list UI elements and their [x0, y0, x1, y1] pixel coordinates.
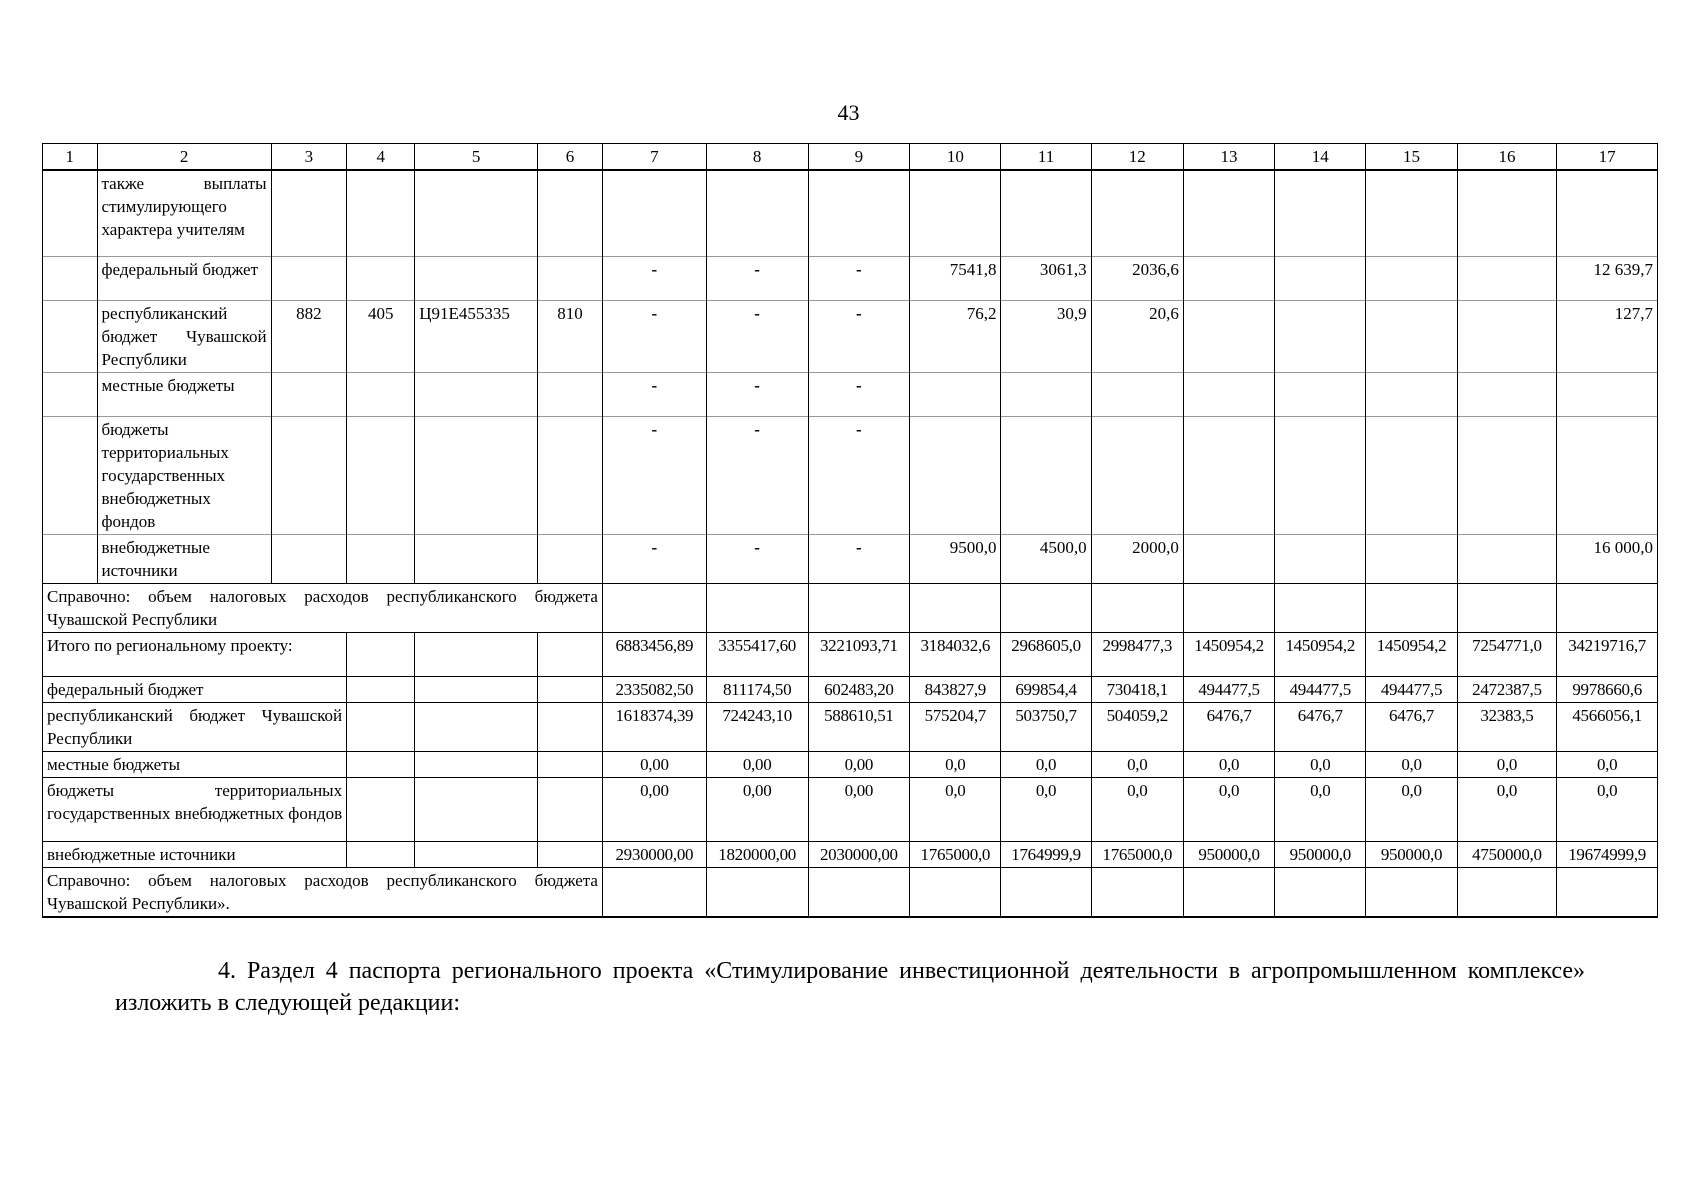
- empty-cell: [415, 777, 538, 841]
- value-cell: [706, 867, 808, 917]
- value-cell: [1001, 170, 1091, 256]
- table-row: [43, 372, 1658, 416]
- row-label: бюджеты территориальных государственных внебюджетных фондов: [43, 777, 347, 841]
- value-cell: [602, 583, 706, 632]
- empty-cell: [43, 300, 98, 372]
- value-cell: [1457, 170, 1557, 256]
- value-cell: 0,00: [602, 751, 706, 777]
- value-cell: 2998477,3: [1091, 632, 1183, 676]
- value-cell: -: [808, 534, 910, 583]
- value-cell: 4566056,1: [1557, 702, 1658, 751]
- column-number: 17: [1557, 144, 1658, 171]
- value-cell: [1091, 170, 1183, 256]
- value-cell: [1457, 534, 1557, 583]
- value-cell: [1091, 583, 1183, 632]
- table-row: [43, 300, 1658, 372]
- value-cell: 950000,0: [1275, 841, 1366, 867]
- value-cell: [1275, 867, 1366, 917]
- table-row: [43, 256, 1658, 300]
- row-label: федеральный бюджет: [43, 676, 347, 702]
- value-cell: [1366, 416, 1457, 534]
- value-cell: -: [602, 534, 706, 583]
- value-cell: -: [602, 256, 706, 300]
- value-cell: 3061,3: [1001, 256, 1091, 300]
- code-cell: [271, 372, 347, 416]
- empty-cell: [347, 702, 415, 751]
- empty-cell: [347, 632, 415, 676]
- row-label: местные бюджеты: [43, 751, 347, 777]
- table-row: [43, 632, 1658, 676]
- empty-cell: [43, 256, 98, 300]
- empty-cell: [43, 416, 98, 534]
- code-cell: [271, 534, 347, 583]
- value-cell: 724243,10: [706, 702, 808, 751]
- code-cell: Ц91Е455335: [415, 300, 538, 372]
- value-cell: 2000,0: [1091, 534, 1183, 583]
- row-label: Справочно: объем налоговых расходов республиканского бюджета Чувашской Республики».: [43, 867, 603, 917]
- column-number: 11: [1001, 144, 1091, 171]
- value-cell: [1557, 170, 1658, 256]
- value-cell: [1366, 300, 1457, 372]
- column-number: 10: [910, 144, 1001, 171]
- value-cell: 4750000,0: [1457, 841, 1557, 867]
- value-cell: [1457, 867, 1557, 917]
- code-cell: [347, 372, 415, 416]
- value-cell: 20,6: [1091, 300, 1183, 372]
- value-cell: 494477,5: [1366, 676, 1457, 702]
- value-cell: 2930000,00: [602, 841, 706, 867]
- code-cell: 405: [347, 300, 415, 372]
- value-cell: -: [808, 416, 910, 534]
- row-label: также выплаты стимулирующего характера учителям: [97, 170, 271, 256]
- value-cell: [1275, 300, 1366, 372]
- code-cell: [347, 256, 415, 300]
- code-cell: [271, 416, 347, 534]
- code-cell: [271, 170, 347, 256]
- row-label: республиканский бюджет Чувашской Республики: [97, 300, 271, 372]
- value-cell: 588610,51: [808, 702, 910, 751]
- value-cell: 0,00: [706, 777, 808, 841]
- value-cell: -: [602, 300, 706, 372]
- column-number: 1: [43, 144, 98, 171]
- column-number: 16: [1457, 144, 1557, 171]
- column-number: 15: [1366, 144, 1457, 171]
- value-cell: 575204,7: [910, 702, 1001, 751]
- value-cell: 76,2: [910, 300, 1001, 372]
- value-cell: 2968605,0: [1001, 632, 1091, 676]
- column-number: 14: [1275, 144, 1366, 171]
- value-cell: 0,00: [706, 751, 808, 777]
- value-cell: [1366, 170, 1457, 256]
- value-cell: 0,0: [1091, 751, 1183, 777]
- column-number: 12: [1091, 144, 1183, 171]
- value-cell: -: [706, 300, 808, 372]
- code-cell: [347, 416, 415, 534]
- value-cell: [1183, 372, 1274, 416]
- table-row: [43, 583, 1658, 632]
- row-label: бюджеты территориальных государственных внебюджетных фондов: [97, 416, 271, 534]
- value-cell: 2472387,5: [1457, 676, 1557, 702]
- value-cell: [1001, 416, 1091, 534]
- value-cell: [1275, 372, 1366, 416]
- code-cell: [537, 534, 602, 583]
- column-number: 3: [271, 144, 347, 171]
- value-cell: [1001, 867, 1091, 917]
- value-cell: [1366, 256, 1457, 300]
- value-cell: 730418,1: [1091, 676, 1183, 702]
- value-cell: [1457, 416, 1557, 534]
- value-cell: 699854,4: [1001, 676, 1091, 702]
- value-cell: [1366, 867, 1457, 917]
- row-label: внебюджетные источники: [43, 841, 347, 867]
- value-cell: [910, 867, 1001, 917]
- code-cell: [415, 256, 538, 300]
- empty-cell: [415, 841, 538, 867]
- empty-cell: [347, 777, 415, 841]
- value-cell: 7541,8: [910, 256, 1001, 300]
- value-cell: 0,0: [1366, 751, 1457, 777]
- empty-cell: [415, 632, 538, 676]
- value-cell: 2030000,00: [808, 841, 910, 867]
- value-cell: 3221093,71: [808, 632, 910, 676]
- value-cell: 6476,7: [1275, 702, 1366, 751]
- value-cell: 503750,7: [1001, 702, 1091, 751]
- value-cell: 0,0: [1001, 777, 1091, 841]
- value-cell: [1457, 372, 1557, 416]
- value-cell: 0,0: [1091, 777, 1183, 841]
- value-cell: 3355417,60: [706, 632, 808, 676]
- value-cell: 34219716,7: [1557, 632, 1658, 676]
- column-number: 4: [347, 144, 415, 171]
- value-cell: 6883456,89: [602, 632, 706, 676]
- code-cell: 882: [271, 300, 347, 372]
- value-cell: 843827,9: [910, 676, 1001, 702]
- value-cell: 19674999,9: [1557, 841, 1658, 867]
- value-cell: 0,0: [1557, 777, 1658, 841]
- value-cell: [1275, 416, 1366, 534]
- value-cell: -: [706, 416, 808, 534]
- code-cell: 810: [537, 300, 602, 372]
- empty-cell: [43, 372, 98, 416]
- section-paragraph: 4. Раздел 4 паспорта регионального проекта «Стимулирование инвестиционной деятельности в агропромышленном комплексе» изложить в следующей редакции:: [115, 958, 1585, 1016]
- value-cell: [1091, 372, 1183, 416]
- value-cell: [1275, 256, 1366, 300]
- value-cell: 1450954,2: [1183, 632, 1274, 676]
- empty-cell: [347, 751, 415, 777]
- value-cell: 0,0: [1557, 751, 1658, 777]
- value-cell: [706, 583, 808, 632]
- value-cell: 1618374,39: [602, 702, 706, 751]
- value-cell: [808, 583, 910, 632]
- code-cell: [415, 534, 538, 583]
- value-cell: 0,0: [1457, 777, 1557, 841]
- value-cell: -: [808, 256, 910, 300]
- value-cell: [808, 867, 910, 917]
- value-cell: [910, 583, 1001, 632]
- value-cell: -: [808, 372, 910, 416]
- value-cell: 0,0: [1457, 751, 1557, 777]
- empty-cell: [347, 841, 415, 867]
- value-cell: 9500,0: [910, 534, 1001, 583]
- value-cell: -: [706, 256, 808, 300]
- value-cell: [910, 372, 1001, 416]
- empty-cell: [415, 702, 538, 751]
- value-cell: [1183, 867, 1274, 917]
- value-cell: 0,0: [1366, 777, 1457, 841]
- table-row: [43, 170, 1658, 256]
- value-cell: 494477,5: [1183, 676, 1274, 702]
- value-cell: [1001, 372, 1091, 416]
- value-cell: 127,7: [1557, 300, 1658, 372]
- budget-table: [42, 143, 1658, 918]
- value-cell: 1820000,00: [706, 841, 808, 867]
- value-cell: -: [602, 416, 706, 534]
- value-cell: 0,00: [808, 751, 910, 777]
- value-cell: 6476,7: [1366, 702, 1457, 751]
- value-cell: [1457, 300, 1557, 372]
- code-cell: [537, 256, 602, 300]
- value-cell: [1366, 372, 1457, 416]
- value-cell: -: [706, 372, 808, 416]
- code-cell: [347, 534, 415, 583]
- value-cell: [1275, 583, 1366, 632]
- value-cell: 2036,6: [1091, 256, 1183, 300]
- value-cell: 0,0: [1001, 751, 1091, 777]
- value-cell: 0,0: [1183, 777, 1274, 841]
- table-row: [43, 777, 1658, 841]
- column-number: 9: [808, 144, 910, 171]
- value-cell: 1450954,2: [1275, 632, 1366, 676]
- code-cell: [537, 416, 602, 534]
- value-cell: 3184032,6: [910, 632, 1001, 676]
- table-row: [43, 534, 1658, 583]
- column-number: 5: [415, 144, 538, 171]
- value-cell: 32383,5: [1457, 702, 1557, 751]
- code-cell: [271, 256, 347, 300]
- value-cell: 12 639,7: [1557, 256, 1658, 300]
- value-cell: 4500,0: [1001, 534, 1091, 583]
- table-row: [43, 751, 1658, 777]
- value-cell: [1366, 534, 1457, 583]
- value-cell: [808, 170, 910, 256]
- value-cell: [602, 867, 706, 917]
- value-cell: [1557, 416, 1658, 534]
- column-number: 2: [97, 144, 271, 171]
- value-cell: [910, 416, 1001, 534]
- value-cell: [1457, 256, 1557, 300]
- empty-cell: [537, 777, 602, 841]
- row-label: Справочно: объем налоговых расходов республиканского бюджета Чувашской Республики: [43, 583, 603, 632]
- column-number: 13: [1183, 144, 1274, 171]
- table-row: [43, 416, 1658, 534]
- row-label: республиканский бюджет Чувашской Республики: [43, 702, 347, 751]
- page-number: 43: [837, 100, 860, 125]
- value-cell: 2335082,50: [602, 676, 706, 702]
- value-cell: 9978660,6: [1557, 676, 1658, 702]
- value-cell: [1183, 416, 1274, 534]
- value-cell: [910, 170, 1001, 256]
- column-number: 8: [706, 144, 808, 171]
- code-cell: [537, 170, 602, 256]
- value-cell: [1557, 372, 1658, 416]
- value-cell: 0,0: [910, 751, 1001, 777]
- code-cell: [537, 372, 602, 416]
- table-row: [43, 702, 1658, 751]
- value-cell: 602483,20: [808, 676, 910, 702]
- value-cell: [1183, 256, 1274, 300]
- empty-cell: [537, 632, 602, 676]
- value-cell: 0,0: [910, 777, 1001, 841]
- empty-cell: [537, 841, 602, 867]
- empty-cell: [537, 751, 602, 777]
- empty-cell: [415, 676, 538, 702]
- code-cell: [415, 372, 538, 416]
- value-cell: 1764999,9: [1001, 841, 1091, 867]
- value-cell: [1366, 583, 1457, 632]
- value-cell: 0,0: [1183, 751, 1274, 777]
- value-cell: 0,0: [1275, 751, 1366, 777]
- value-cell: -: [808, 300, 910, 372]
- value-cell: [1091, 867, 1183, 917]
- value-cell: 30,9: [1001, 300, 1091, 372]
- row-label: Итого по региональному проекту:: [43, 632, 347, 676]
- value-cell: [1183, 300, 1274, 372]
- value-cell: [1275, 170, 1366, 256]
- value-cell: -: [706, 534, 808, 583]
- value-cell: 0,0: [1275, 777, 1366, 841]
- value-cell: [1183, 583, 1274, 632]
- value-cell: [1001, 583, 1091, 632]
- value-cell: [1091, 416, 1183, 534]
- value-cell: -: [602, 372, 706, 416]
- value-cell: [706, 170, 808, 256]
- empty-cell: [347, 676, 415, 702]
- row-label: местные бюджеты: [97, 372, 271, 416]
- empty-cell: [537, 702, 602, 751]
- value-cell: 811174,50: [706, 676, 808, 702]
- value-cell: 504059,2: [1091, 702, 1183, 751]
- code-cell: [347, 170, 415, 256]
- value-cell: 0,00: [602, 777, 706, 841]
- value-cell: 6476,7: [1183, 702, 1274, 751]
- value-cell: [1183, 170, 1274, 256]
- value-cell: [1457, 583, 1557, 632]
- value-cell: 1765000,0: [910, 841, 1001, 867]
- value-cell: 16 000,0: [1557, 534, 1658, 583]
- value-cell: [1275, 534, 1366, 583]
- value-cell: 950000,0: [1183, 841, 1274, 867]
- column-number: 6: [537, 144, 602, 171]
- row-label: внебюджетные источники: [97, 534, 271, 583]
- value-cell: 0,00: [808, 777, 910, 841]
- value-cell: [602, 170, 706, 256]
- value-cell: 950000,0: [1366, 841, 1457, 867]
- value-cell: 1450954,2: [1366, 632, 1457, 676]
- table-row: [43, 676, 1658, 702]
- row-label: федеральный бюджет: [97, 256, 271, 300]
- code-cell: [415, 416, 538, 534]
- value-cell: 7254771,0: [1457, 632, 1557, 676]
- empty-cell: [415, 751, 538, 777]
- value-cell: 494477,5: [1275, 676, 1366, 702]
- empty-cell: [43, 170, 98, 256]
- value-cell: [1183, 534, 1274, 583]
- empty-cell: [537, 676, 602, 702]
- column-number: 7: [602, 144, 706, 171]
- code-cell: [415, 170, 538, 256]
- column-number-header: [43, 144, 1658, 171]
- value-cell: 1765000,0: [1091, 841, 1183, 867]
- table-row: [43, 867, 1658, 917]
- value-cell: [1557, 583, 1658, 632]
- value-cell: [1557, 867, 1658, 917]
- table-row: [43, 841, 1658, 867]
- empty-cell: [43, 534, 98, 583]
